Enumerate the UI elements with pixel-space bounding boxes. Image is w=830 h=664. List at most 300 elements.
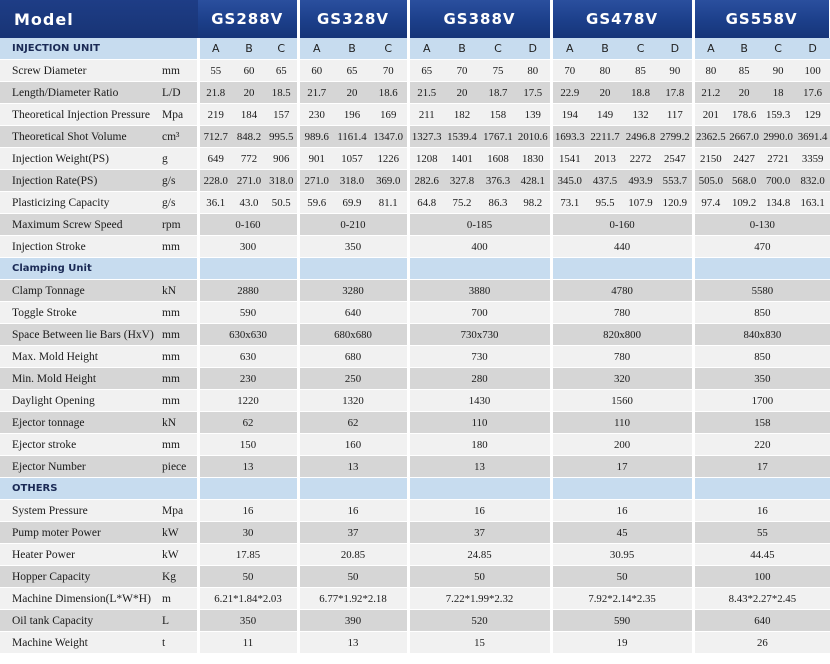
table-cell: 3280	[298, 280, 408, 302]
screw-option-label: B	[727, 38, 761, 60]
table-row	[0, 566, 830, 588]
table-cell: 505.0	[693, 170, 727, 192]
model-header-gs478v: GS478V	[551, 0, 693, 38]
table-cell: 70	[551, 60, 587, 82]
screw-option-label: C	[761, 38, 795, 60]
table-cell: 4780	[551, 280, 693, 302]
screw-option-label: A	[408, 38, 444, 60]
row-label: Daylight Opening	[0, 390, 160, 412]
table-cell: 493.9	[623, 170, 658, 192]
table-cell: 3880	[408, 280, 551, 302]
row-unit: kW	[160, 522, 198, 544]
table-cell: 0-210	[298, 214, 408, 236]
table-cell: 90	[658, 60, 693, 82]
table-cell: 1220	[198, 390, 298, 412]
table-row	[0, 82, 830, 104]
row-label: Theoretical Injection Pressure	[0, 104, 160, 126]
table-cell: 107.9	[623, 192, 658, 214]
table-cell: 16	[198, 500, 298, 522]
table-cell: 13	[408, 456, 551, 478]
table-cell: 90	[761, 60, 795, 82]
table-cell: 320	[551, 368, 693, 390]
row-unit: mm	[160, 236, 198, 258]
table-cell: 0-130	[693, 214, 830, 236]
screw-option-label: B	[232, 38, 266, 60]
table-cell: 17.5	[516, 82, 551, 104]
screw-option-label: C	[266, 38, 298, 60]
table-cell: 21.7	[298, 82, 334, 104]
section-title: INJECTION UNIT	[0, 38, 198, 60]
table-cell: 2547	[658, 148, 693, 170]
row-label: Ejector tonnage	[0, 412, 160, 434]
section-band	[298, 478, 408, 500]
table-cell: 55	[693, 522, 830, 544]
table-cell: 98.2	[516, 192, 551, 214]
row-unit: mm	[160, 434, 198, 456]
table-cell: 37	[298, 522, 408, 544]
table-cell: 24.85	[408, 544, 551, 566]
table-cell: 250	[298, 368, 408, 390]
row-unit: g/s	[160, 192, 198, 214]
table-cell: 50.5	[266, 192, 298, 214]
table-cell: 840x830	[693, 324, 830, 346]
table-cell: 649	[198, 148, 232, 170]
table-cell: 109.2	[727, 192, 761, 214]
table-cell: 8.43*2.27*2.45	[693, 588, 830, 610]
table-cell: 16	[408, 500, 551, 522]
table-cell: 163.1	[795, 192, 830, 214]
table-cell: 2799.2	[658, 126, 693, 148]
table-cell: 211	[408, 104, 444, 126]
table-cell: 630	[198, 346, 298, 368]
table-cell: 20	[587, 82, 623, 104]
table-cell: 2272	[623, 148, 658, 170]
table-cell: 553.7	[658, 170, 693, 192]
row-unit: mm	[160, 346, 198, 368]
row-label: Min. Mold Height	[0, 368, 160, 390]
table-cell: 230	[198, 368, 298, 390]
row-unit: kW	[160, 544, 198, 566]
table-cell: 271.0	[298, 170, 334, 192]
table-cell: 730x730	[408, 324, 551, 346]
row-label: Machine Dimension(L*W*H)	[0, 588, 160, 610]
table-cell: 86.3	[480, 192, 516, 214]
table-cell: 45	[551, 522, 693, 544]
screw-option-label: B	[444, 38, 480, 60]
row-unit: cm³	[160, 126, 198, 148]
table-cell: 640	[693, 610, 830, 632]
table-cell: 110	[408, 412, 551, 434]
table-row	[0, 610, 830, 632]
table-cell: 2496.8	[623, 126, 658, 148]
table-cell: 282.6	[408, 170, 444, 192]
table-cell: 62	[298, 412, 408, 434]
table-cell: 196	[334, 104, 370, 126]
table-cell: 64.8	[408, 192, 444, 214]
section-band	[693, 478, 830, 500]
row-label: Plasticizing Capacity	[0, 192, 160, 214]
table-cell: 21.2	[693, 82, 727, 104]
row-label: Length/Diameter Ratio	[0, 82, 160, 104]
row-unit: Kg	[160, 566, 198, 588]
table-cell: 228.0	[198, 170, 232, 192]
table-row	[0, 126, 830, 148]
table-cell: 1208	[408, 148, 444, 170]
table-cell: 5580	[693, 280, 830, 302]
table-cell: 2013	[587, 148, 623, 170]
table-cell: 132	[623, 104, 658, 126]
table-row	[0, 192, 830, 214]
table-cell: 21.8	[198, 82, 232, 104]
table-cell: 180	[408, 434, 551, 456]
table-cell: 700.0	[761, 170, 795, 192]
table-cell: 1541	[551, 148, 587, 170]
table-cell: 30	[198, 522, 298, 544]
table-row	[0, 104, 830, 126]
table-cell: 73.1	[551, 192, 587, 214]
table-cell: 150	[198, 434, 298, 456]
table-cell: 437.5	[587, 170, 623, 192]
table-cell: 1608	[480, 148, 516, 170]
table-cell: 18	[761, 82, 795, 104]
section-band	[408, 478, 551, 500]
table-cell: 159.3	[761, 104, 795, 126]
table-cell: 36.1	[198, 192, 232, 214]
table-row	[0, 280, 830, 302]
table-cell: 160	[298, 434, 408, 456]
table-cell: 80	[516, 60, 551, 82]
table-cell: 271.0	[232, 170, 266, 192]
model-header-gs288v: GS288V	[198, 0, 298, 38]
table-cell: 110	[551, 412, 693, 434]
table-row	[0, 632, 830, 654]
table-cell: 16	[298, 500, 408, 522]
table-cell: 350	[298, 236, 408, 258]
table-row	[0, 390, 830, 412]
table-cell: 832.0	[795, 170, 830, 192]
table-cell: 520	[408, 610, 551, 632]
table-cell: 850	[693, 346, 830, 368]
table-cell: 590	[551, 610, 693, 632]
table-cell: 44.45	[693, 544, 830, 566]
table-cell: 300	[198, 236, 298, 258]
table-cell: 169	[370, 104, 408, 126]
table-cell: 97.4	[693, 192, 727, 214]
screw-option-label: D	[516, 38, 551, 60]
table-cell: 75.2	[444, 192, 480, 214]
table-cell: 3359	[795, 148, 830, 170]
table-cell: 219	[198, 104, 232, 126]
table-cell: 149	[587, 104, 623, 126]
table-cell: 369.0	[370, 170, 408, 192]
table-cell: 7.22*1.99*2.32	[408, 588, 551, 610]
section-band	[198, 258, 298, 280]
table-cell: 6.21*1.84*2.03	[198, 588, 298, 610]
table-cell: 50	[298, 566, 408, 588]
table-cell: 400	[408, 236, 551, 258]
table-cell: 65	[266, 60, 298, 82]
table-cell: 158	[480, 104, 516, 126]
screw-option-label: C	[623, 38, 658, 60]
table-cell: 17.6	[795, 82, 830, 104]
row-unit: kN	[160, 412, 198, 434]
table-cell: 17.8	[658, 82, 693, 104]
section-row	[0, 258, 830, 280]
table-cell: 2211.7	[587, 126, 623, 148]
table-row	[0, 60, 830, 82]
row-unit: L/D	[160, 82, 198, 104]
table-cell: 440	[551, 236, 693, 258]
table-cell: 50	[551, 566, 693, 588]
table-cell: 3691.4	[795, 126, 830, 148]
table-cell: 15	[408, 632, 551, 654]
table-cell: 1057	[334, 148, 370, 170]
screw-option-label: A	[551, 38, 587, 60]
table-cell: 37	[408, 522, 551, 544]
table-cell: 182	[444, 104, 480, 126]
section-band	[693, 258, 830, 280]
table-cell: 327.8	[444, 170, 480, 192]
table-cell: 60	[298, 60, 334, 82]
table-cell: 18.5	[266, 82, 298, 104]
table-row	[0, 412, 830, 434]
table-cell: 7.92*2.14*2.35	[551, 588, 693, 610]
table-cell: 995.5	[266, 126, 298, 148]
table-cell: 178.6	[727, 104, 761, 126]
table-row	[0, 368, 830, 390]
row-label: Heater Power	[0, 544, 160, 566]
table-cell: 11	[198, 632, 298, 654]
table-row	[0, 434, 830, 456]
section-title: OTHERS	[0, 478, 198, 500]
table-cell: 345.0	[551, 170, 587, 192]
table-cell: 318.0	[334, 170, 370, 192]
unit-column-header	[160, 0, 198, 38]
table-cell: 820x800	[551, 324, 693, 346]
table-cell: 2667.0	[727, 126, 761, 148]
table-cell: 730	[408, 346, 551, 368]
table-cell: 50	[408, 566, 551, 588]
table-cell: 2362.5	[693, 126, 727, 148]
table-cell: 65	[408, 60, 444, 82]
table-cell: 70	[370, 60, 408, 82]
table-cell: 19	[551, 632, 693, 654]
section-band	[408, 258, 551, 280]
row-unit: mm	[160, 390, 198, 412]
table-cell: 1700	[693, 390, 830, 412]
table-cell: 194	[551, 104, 587, 126]
model-header-gs328v: GS328V	[298, 0, 408, 38]
row-unit: Mpa	[160, 500, 198, 522]
screw-option-label: A	[693, 38, 727, 60]
table-cell: 20.85	[298, 544, 408, 566]
table-cell: 640	[298, 302, 408, 324]
table-row	[0, 302, 830, 324]
row-label: Toggle Stroke	[0, 302, 160, 324]
row-unit: t	[160, 632, 198, 654]
table-cell: 50	[198, 566, 298, 588]
table-cell: 18.7	[480, 82, 516, 104]
table-cell: 158	[693, 412, 830, 434]
table-cell: 26	[693, 632, 830, 654]
table-cell: 157	[266, 104, 298, 126]
table-cell: 16	[693, 500, 830, 522]
table-cell: 390	[298, 610, 408, 632]
table-cell: 20	[727, 82, 761, 104]
table-cell: 69.9	[334, 192, 370, 214]
table-cell: 184	[232, 104, 266, 126]
row-unit: mm	[160, 60, 198, 82]
table-cell: 201	[693, 104, 727, 126]
table-cell: 780	[551, 302, 693, 324]
table-cell: 55	[198, 60, 232, 82]
table-cell: 100	[693, 566, 830, 588]
table-cell: 2880	[198, 280, 298, 302]
table-row	[0, 346, 830, 368]
table-cell: 712.7	[198, 126, 232, 148]
row-label: Injection Rate(PS)	[0, 170, 160, 192]
row-unit: L	[160, 610, 198, 632]
row-unit: g/s	[160, 170, 198, 192]
table-row	[0, 456, 830, 478]
table-cell: 1430	[408, 390, 551, 412]
table-row	[0, 324, 830, 346]
table-cell: 0-185	[408, 214, 551, 236]
row-label: Ejector Number	[0, 456, 160, 478]
row-label: Max. Mold Height	[0, 346, 160, 368]
table-cell: 1161.4	[334, 126, 370, 148]
model-header-gs388v: GS388V	[408, 0, 551, 38]
table-cell: 85	[623, 60, 658, 82]
table-cell: 1226	[370, 148, 408, 170]
model-column-header: Model	[0, 0, 160, 38]
table-cell: 134.8	[761, 192, 795, 214]
table-cell: 17	[551, 456, 693, 478]
table-cell: 16	[551, 500, 693, 522]
table-cell: 1830	[516, 148, 551, 170]
table-cell: 850	[693, 302, 830, 324]
table-cell: 1327.3	[408, 126, 444, 148]
table-cell: 20	[232, 82, 266, 104]
table-cell: 989.6	[298, 126, 334, 148]
table-cell: 1560	[551, 390, 693, 412]
row-label: Hopper Capacity	[0, 566, 160, 588]
screw-option-label: A	[298, 38, 334, 60]
table-row	[0, 588, 830, 610]
table-cell: 780	[551, 346, 693, 368]
row-unit: kN	[160, 280, 198, 302]
row-label: Ejector stroke	[0, 434, 160, 456]
row-label: Maximum Screw Speed	[0, 214, 160, 236]
screw-option-label: D	[795, 38, 830, 60]
table-cell: 17.85	[198, 544, 298, 566]
section-band	[298, 258, 408, 280]
table-cell: 65	[334, 60, 370, 82]
table-cell: 2721	[761, 148, 795, 170]
table-cell: 280	[408, 368, 551, 390]
row-label: Injection Stroke	[0, 236, 160, 258]
table-cell: 60	[232, 60, 266, 82]
table-cell: 1401	[444, 148, 480, 170]
table-cell: 230	[298, 104, 334, 126]
table-cell: 30.95	[551, 544, 693, 566]
row-unit: mm	[160, 302, 198, 324]
table-cell: 6.77*1.92*2.18	[298, 588, 408, 610]
row-label: Injection Weight(PS)	[0, 148, 160, 170]
table-cell: 901	[298, 148, 334, 170]
table-cell: 680x680	[298, 324, 408, 346]
screw-option-label: B	[334, 38, 370, 60]
table-cell: 1347.0	[370, 126, 408, 148]
section-row	[0, 38, 830, 60]
table-cell: 21.5	[408, 82, 444, 104]
spec-table-body	[0, 38, 830, 654]
row-unit: mm	[160, 324, 198, 346]
table-cell: 906	[266, 148, 298, 170]
table-cell: 22.9	[551, 82, 587, 104]
header-row	[0, 0, 830, 38]
table-cell: 75	[480, 60, 516, 82]
table-cell: 120.9	[658, 192, 693, 214]
table-cell: 100	[795, 60, 830, 82]
section-row	[0, 478, 830, 500]
row-label: Oil tank Capacity	[0, 610, 160, 632]
table-cell: 81.1	[370, 192, 408, 214]
table-row	[0, 522, 830, 544]
table-cell: 2010.6	[516, 126, 551, 148]
table-cell: 1693.3	[551, 126, 587, 148]
table-cell: 590	[198, 302, 298, 324]
model-header-gs558v: GS558V	[693, 0, 830, 38]
screw-option-label: C	[370, 38, 408, 60]
table-cell: 1539.4	[444, 126, 480, 148]
row-label: Space Between lie Bars (HxV)	[0, 324, 160, 346]
table-cell: 2150	[693, 148, 727, 170]
row-label: Theoretical Shot Volume	[0, 126, 160, 148]
table-cell: 0-160	[198, 214, 298, 236]
table-cell: 2427	[727, 148, 761, 170]
row-label: Pump moter Power	[0, 522, 160, 544]
section-band	[551, 258, 693, 280]
table-cell: 1767.1	[480, 126, 516, 148]
table-cell: 2990.0	[761, 126, 795, 148]
row-label: System Pressure	[0, 500, 160, 522]
table-row	[0, 214, 830, 236]
table-row	[0, 170, 830, 192]
table-cell: 139	[516, 104, 551, 126]
screw-option-label: A	[198, 38, 232, 60]
row-label: Clamp Tonnage	[0, 280, 160, 302]
table-cell: 1320	[298, 390, 408, 412]
table-cell: 350	[198, 610, 298, 632]
table-cell: 470	[693, 236, 830, 258]
row-label: Screw Diameter	[0, 60, 160, 82]
row-unit: g	[160, 148, 198, 170]
table-cell: 13	[198, 456, 298, 478]
screw-option-label: B	[587, 38, 623, 60]
table-row	[0, 236, 830, 258]
table-cell: 0-160	[551, 214, 693, 236]
table-cell: 376.3	[480, 170, 516, 192]
table-row	[0, 148, 830, 170]
screw-option-label: D	[658, 38, 693, 60]
table-cell: 13	[298, 632, 408, 654]
table-row	[0, 500, 830, 522]
table-cell: 630x630	[198, 324, 298, 346]
table-cell: 129	[795, 104, 830, 126]
table-cell: 772	[232, 148, 266, 170]
section-band	[551, 478, 693, 500]
